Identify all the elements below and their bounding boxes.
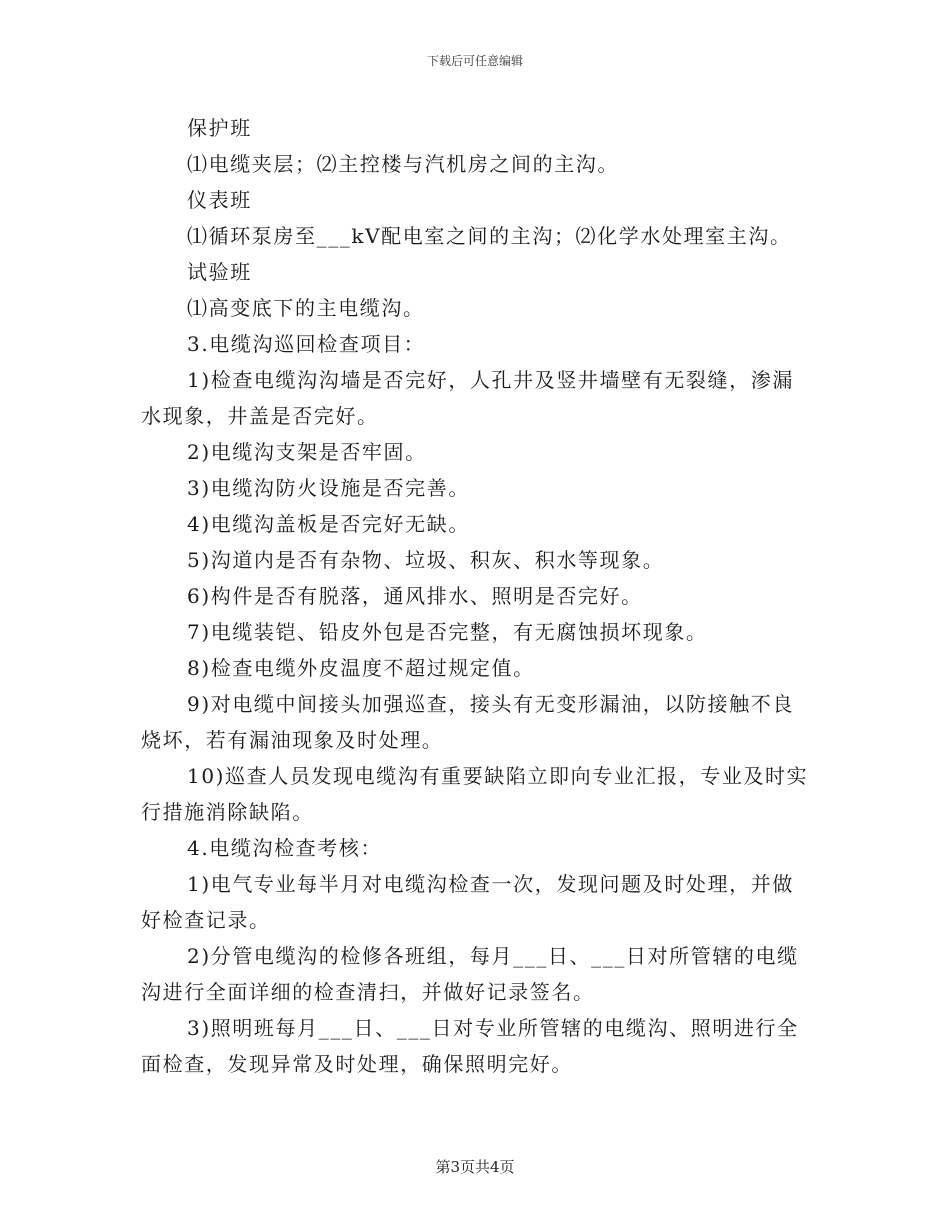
team-heading-instrument: 仪表班 (187, 188, 252, 212)
list-item: 10)巡查人员发现电缆沟有重要缺陷立即向专业汇报，专业及时实行措施消除缺陷。 (141, 764, 809, 824)
list-item: 8)检查电缆外皮温度不超过规定值。 (187, 656, 535, 680)
list-item: 7)电缆装铠、铅皮外包是否完整，有无腐蚀损坏现象。 (187, 620, 708, 644)
paragraph: ⑴循环泵房至___kV配电室之间的主沟；⑵化学水处理室主沟。 (187, 224, 792, 248)
page-number: 第3页共4页 (435, 1158, 515, 1176)
list-item: 4)电缆沟盖板是否完好无缺。 (187, 512, 470, 536)
list-item: 3)电缆沟防火设施是否完善。 (187, 476, 470, 500)
section-title-inspection-items: 3.电缆沟巡回检查项目： (187, 332, 426, 356)
list-item: 2)电缆沟支架是否牢固。 (187, 440, 427, 464)
list-item: 6)构件是否有脱落，通风排水、照明是否完好。 (187, 584, 643, 608)
list-item: 5)沟道内是否有杂物、垃圾、积灰、积水等现象。 (187, 548, 665, 572)
document-body (141, 110, 809, 1082)
team-heading-protection: 保护班 (187, 116, 252, 140)
list-item: 2)分管电缆沟的检修各班组，每月___日、___日对所管辖的电缆沟进行全面详细的检查清扫，并做好记录签名。 (141, 944, 799, 1004)
list-item: 1)电气专业每半月对电缆沟检查一次，发现问题及时处理，并做好检查记录。 (141, 872, 794, 932)
section-title-assessment: 4.电缆沟检查考核： (187, 836, 383, 860)
list-item: 3)照明班每月___日、___日对专业所管辖的电缆沟、照明进行全面检查，发现异常及时处理，确保照明完好。 (141, 1016, 799, 1076)
page-header-note: 下载后可任意编辑 (426, 54, 523, 68)
list-item: 9)对电缆中间接头加强巡查，接头有无变形漏油，以防接触不良烧坏，若有漏油现象及时处理。 (141, 692, 794, 752)
list-item: 1)检查电缆沟沟墙是否完好，人孔井及竖井墙壁有无裂缝，渗漏水现象，井盖是否完好。 (141, 368, 794, 428)
paragraph: ⑴高变底下的主电缆沟。 (187, 296, 425, 320)
team-heading-test: 试验班 (187, 260, 252, 284)
paragraph: ⑴电缆夹层；⑵主控楼与汽机房之间的主沟。 (187, 152, 619, 176)
